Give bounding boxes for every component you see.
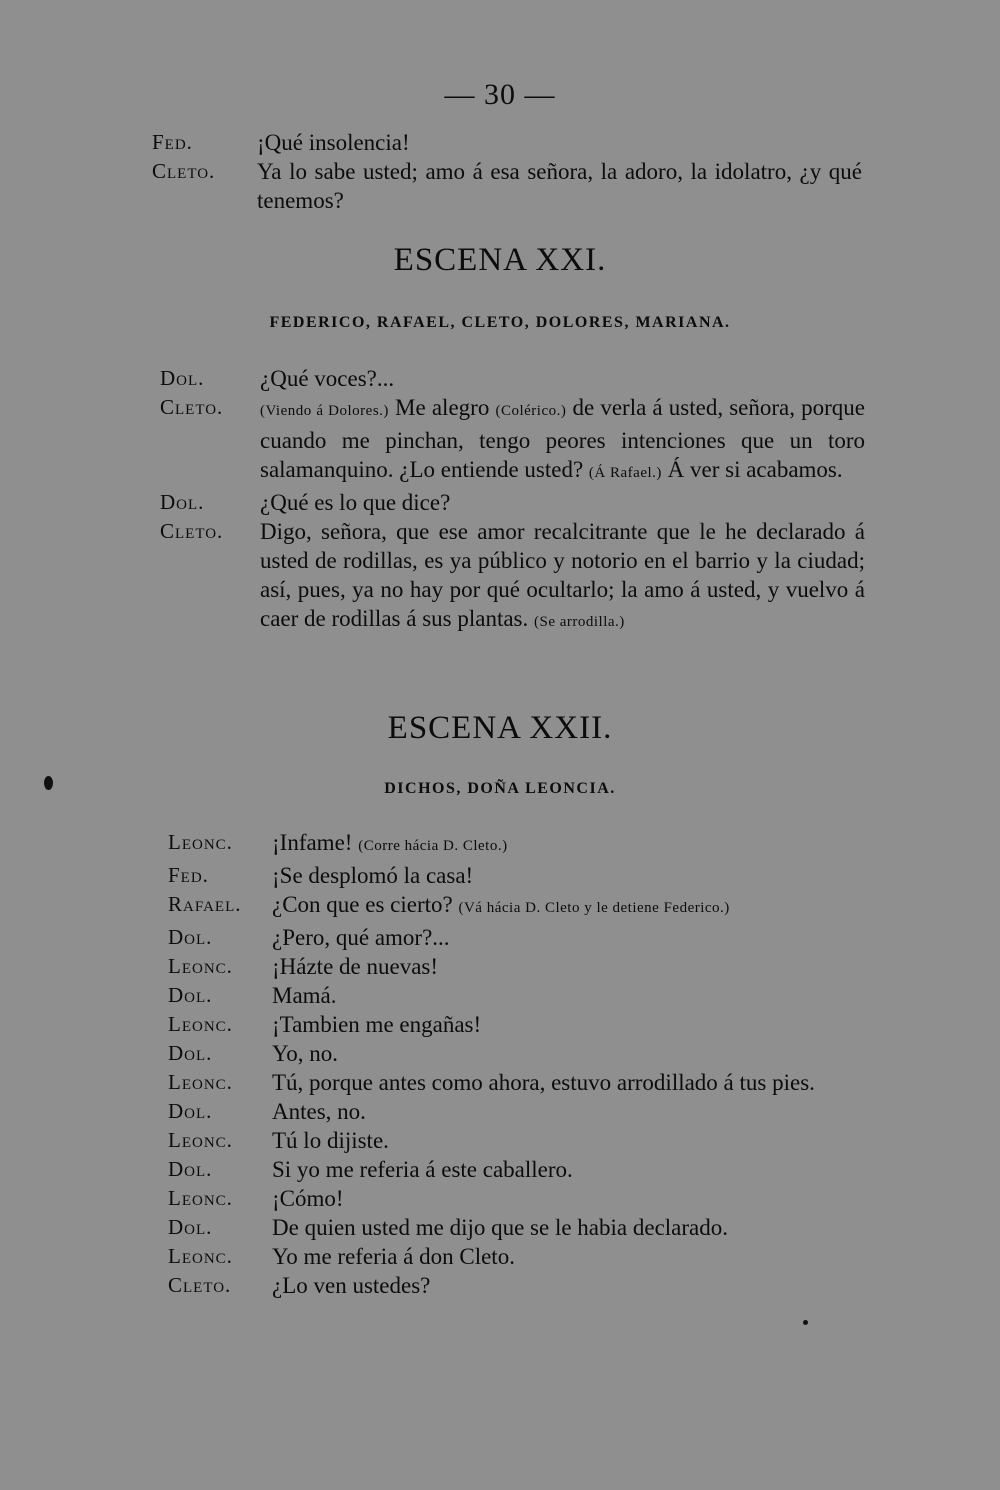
speaker-label: Dol. xyxy=(168,925,213,949)
stage-direction: (Á Rafael.) xyxy=(588,465,662,481)
speaker-label: Dol. xyxy=(168,1157,213,1181)
dialogue-line xyxy=(168,981,873,1010)
speaker-label: Dol. xyxy=(168,1215,213,1239)
dialogue-line xyxy=(168,952,873,981)
speaker-label: Leonc. xyxy=(168,830,233,854)
stage-direction: (Viendo á Dolores.) xyxy=(260,403,389,419)
page-number: — 30 — xyxy=(444,78,556,111)
stage-direction: (Se arrodilla.) xyxy=(534,614,625,630)
dialogue-text: ¡Tambien me engañas! xyxy=(272,1012,482,1037)
dialogue-text: Tú lo dijiste. xyxy=(272,1128,389,1153)
dialogue-line xyxy=(168,1010,873,1039)
dialogue-fragment: Á ver si acabamos. xyxy=(661,457,843,482)
dialogue-text: Antes, no. xyxy=(272,1099,366,1124)
dialogue-line xyxy=(168,861,873,890)
stage-direction: (Vá hácia D. Cleto y le detiene Federico.) xyxy=(458,900,730,916)
dialogue-line xyxy=(168,1213,873,1242)
dialogue-fragment: Digo, señora, que ese amor recalcitrante que le he declarado á usted de rodillas, es ya público y notorio en el barrio y la ciudad; así, pues, ya no hay por qué ocultarlo; la amo á usted, y vuelvo á caer de rodillas á sus plantas. xyxy=(260,519,865,631)
speaker-label: Dol. xyxy=(160,366,205,390)
speaker-label: Leonc. xyxy=(168,1244,233,1268)
dialogue-text: ¿Qué voces?... xyxy=(260,366,395,391)
scene-cast: DICHOS, DOÑA LEONCIA. xyxy=(384,780,616,797)
speaker-label: Dol. xyxy=(168,983,213,1007)
speaker-label: Cleto. xyxy=(160,395,224,419)
speaker-label: Leonc. xyxy=(168,1070,233,1094)
dialogue-text: Si yo me referia á este caballero. xyxy=(272,1157,573,1182)
ink-blot xyxy=(44,776,53,790)
dialogue-line xyxy=(160,517,865,637)
stage-direction: (Colérico.) xyxy=(495,403,567,419)
dialogue-line xyxy=(168,1271,873,1300)
speaker-label: Fed. xyxy=(152,130,193,154)
dialogue-text: Yo, no. xyxy=(272,1041,339,1066)
speaker-label: Leonc. xyxy=(168,954,233,978)
dialogue-text: ¿Lo ven ustedes? xyxy=(272,1273,431,1298)
dialogue-text: ¡Qué insolencia! xyxy=(257,130,410,155)
scene-cast: FEDERICO, RAFAEL, CLETO, DOLORES, MARIANA. xyxy=(269,314,731,331)
dialogue-line xyxy=(152,157,862,215)
speaker-label: Dol. xyxy=(168,1041,213,1065)
dialogue-fragment: ¡Infame! xyxy=(272,830,359,855)
dialogue-line xyxy=(168,890,873,923)
dialogue-text: De quien usted me dijo que se le habia declarado. xyxy=(272,1215,729,1240)
dialogue-text: Tú, porque antes como ahora, estuvo arrodillado á tus pies. xyxy=(272,1070,815,1095)
dialogue-text xyxy=(272,828,508,861)
dialogue-line xyxy=(168,923,873,952)
dialogue-text xyxy=(260,517,865,637)
ink-speck xyxy=(803,1320,808,1325)
dialogue-text: ¡Cómo! xyxy=(272,1186,344,1211)
dialogue-text: ¡Se desplomó la casa! xyxy=(272,863,474,888)
scene-title: ESCENA XXI. xyxy=(393,242,607,278)
speaker-label: Leonc. xyxy=(168,1186,233,1210)
dialogue-line xyxy=(168,1155,873,1184)
dialogue-line xyxy=(152,128,862,157)
dialogue-text: ¿Qué es lo que dice? xyxy=(260,490,451,515)
dialogue-line xyxy=(160,364,865,393)
speaker-label: Fed. xyxy=(168,863,209,887)
dialogue-block-1 xyxy=(152,128,862,215)
speaker-label: Leonc. xyxy=(168,1012,233,1036)
dialogue-text xyxy=(260,393,865,488)
speaker-label: Dol. xyxy=(160,490,205,514)
dialogue-line xyxy=(168,1126,873,1155)
dialogue-text: Mamá. xyxy=(272,983,337,1008)
speaker-label: Cleto. xyxy=(168,1273,232,1297)
speaker-label: Rafael. xyxy=(168,892,242,916)
scene-title: ESCENA XXII. xyxy=(387,710,613,746)
dialogue-text xyxy=(272,890,730,923)
dialogue-block-2 xyxy=(160,364,865,637)
speaker-label: Cleto. xyxy=(160,519,224,543)
dialogue-fragment: de verla á usted, señora, porque cuando me pinchan, tengo peores intenciones que un toro salamanquino. ¿Lo entiende usted? xyxy=(260,395,865,482)
dialogue-line xyxy=(168,828,873,861)
dialogue-text: ¿Pero, qué amor?... xyxy=(272,925,450,950)
speaker-label: Dol. xyxy=(168,1099,213,1123)
dialogue-line xyxy=(168,1039,873,1068)
dialogue-fragment: ¿Con que es cierto? xyxy=(272,892,459,917)
dialogue-text: Yo me referia á don Cleto. xyxy=(272,1244,515,1269)
stage-direction: (Corre hácia D. Cleto.) xyxy=(358,838,508,854)
speaker-label: Leonc. xyxy=(168,1128,233,1152)
speaker-label: Cleto. xyxy=(152,159,216,183)
dialogue-line xyxy=(168,1184,873,1213)
dialogue-line xyxy=(168,1068,873,1097)
dialogue-text: ¡Házte de nuevas! xyxy=(272,954,439,979)
dialogue-block-3 xyxy=(168,828,873,1300)
dialogue-line xyxy=(160,488,865,517)
dialogue-fragment: Me alegro xyxy=(388,395,496,420)
dialogue-line xyxy=(160,393,865,488)
dialogue-text: Ya lo sabe usted; amo á esa señora, la adoro, la idolatro, ¿y qué tenemos? xyxy=(257,159,862,213)
dialogue-line xyxy=(168,1097,873,1126)
dialogue-line xyxy=(168,1242,873,1271)
